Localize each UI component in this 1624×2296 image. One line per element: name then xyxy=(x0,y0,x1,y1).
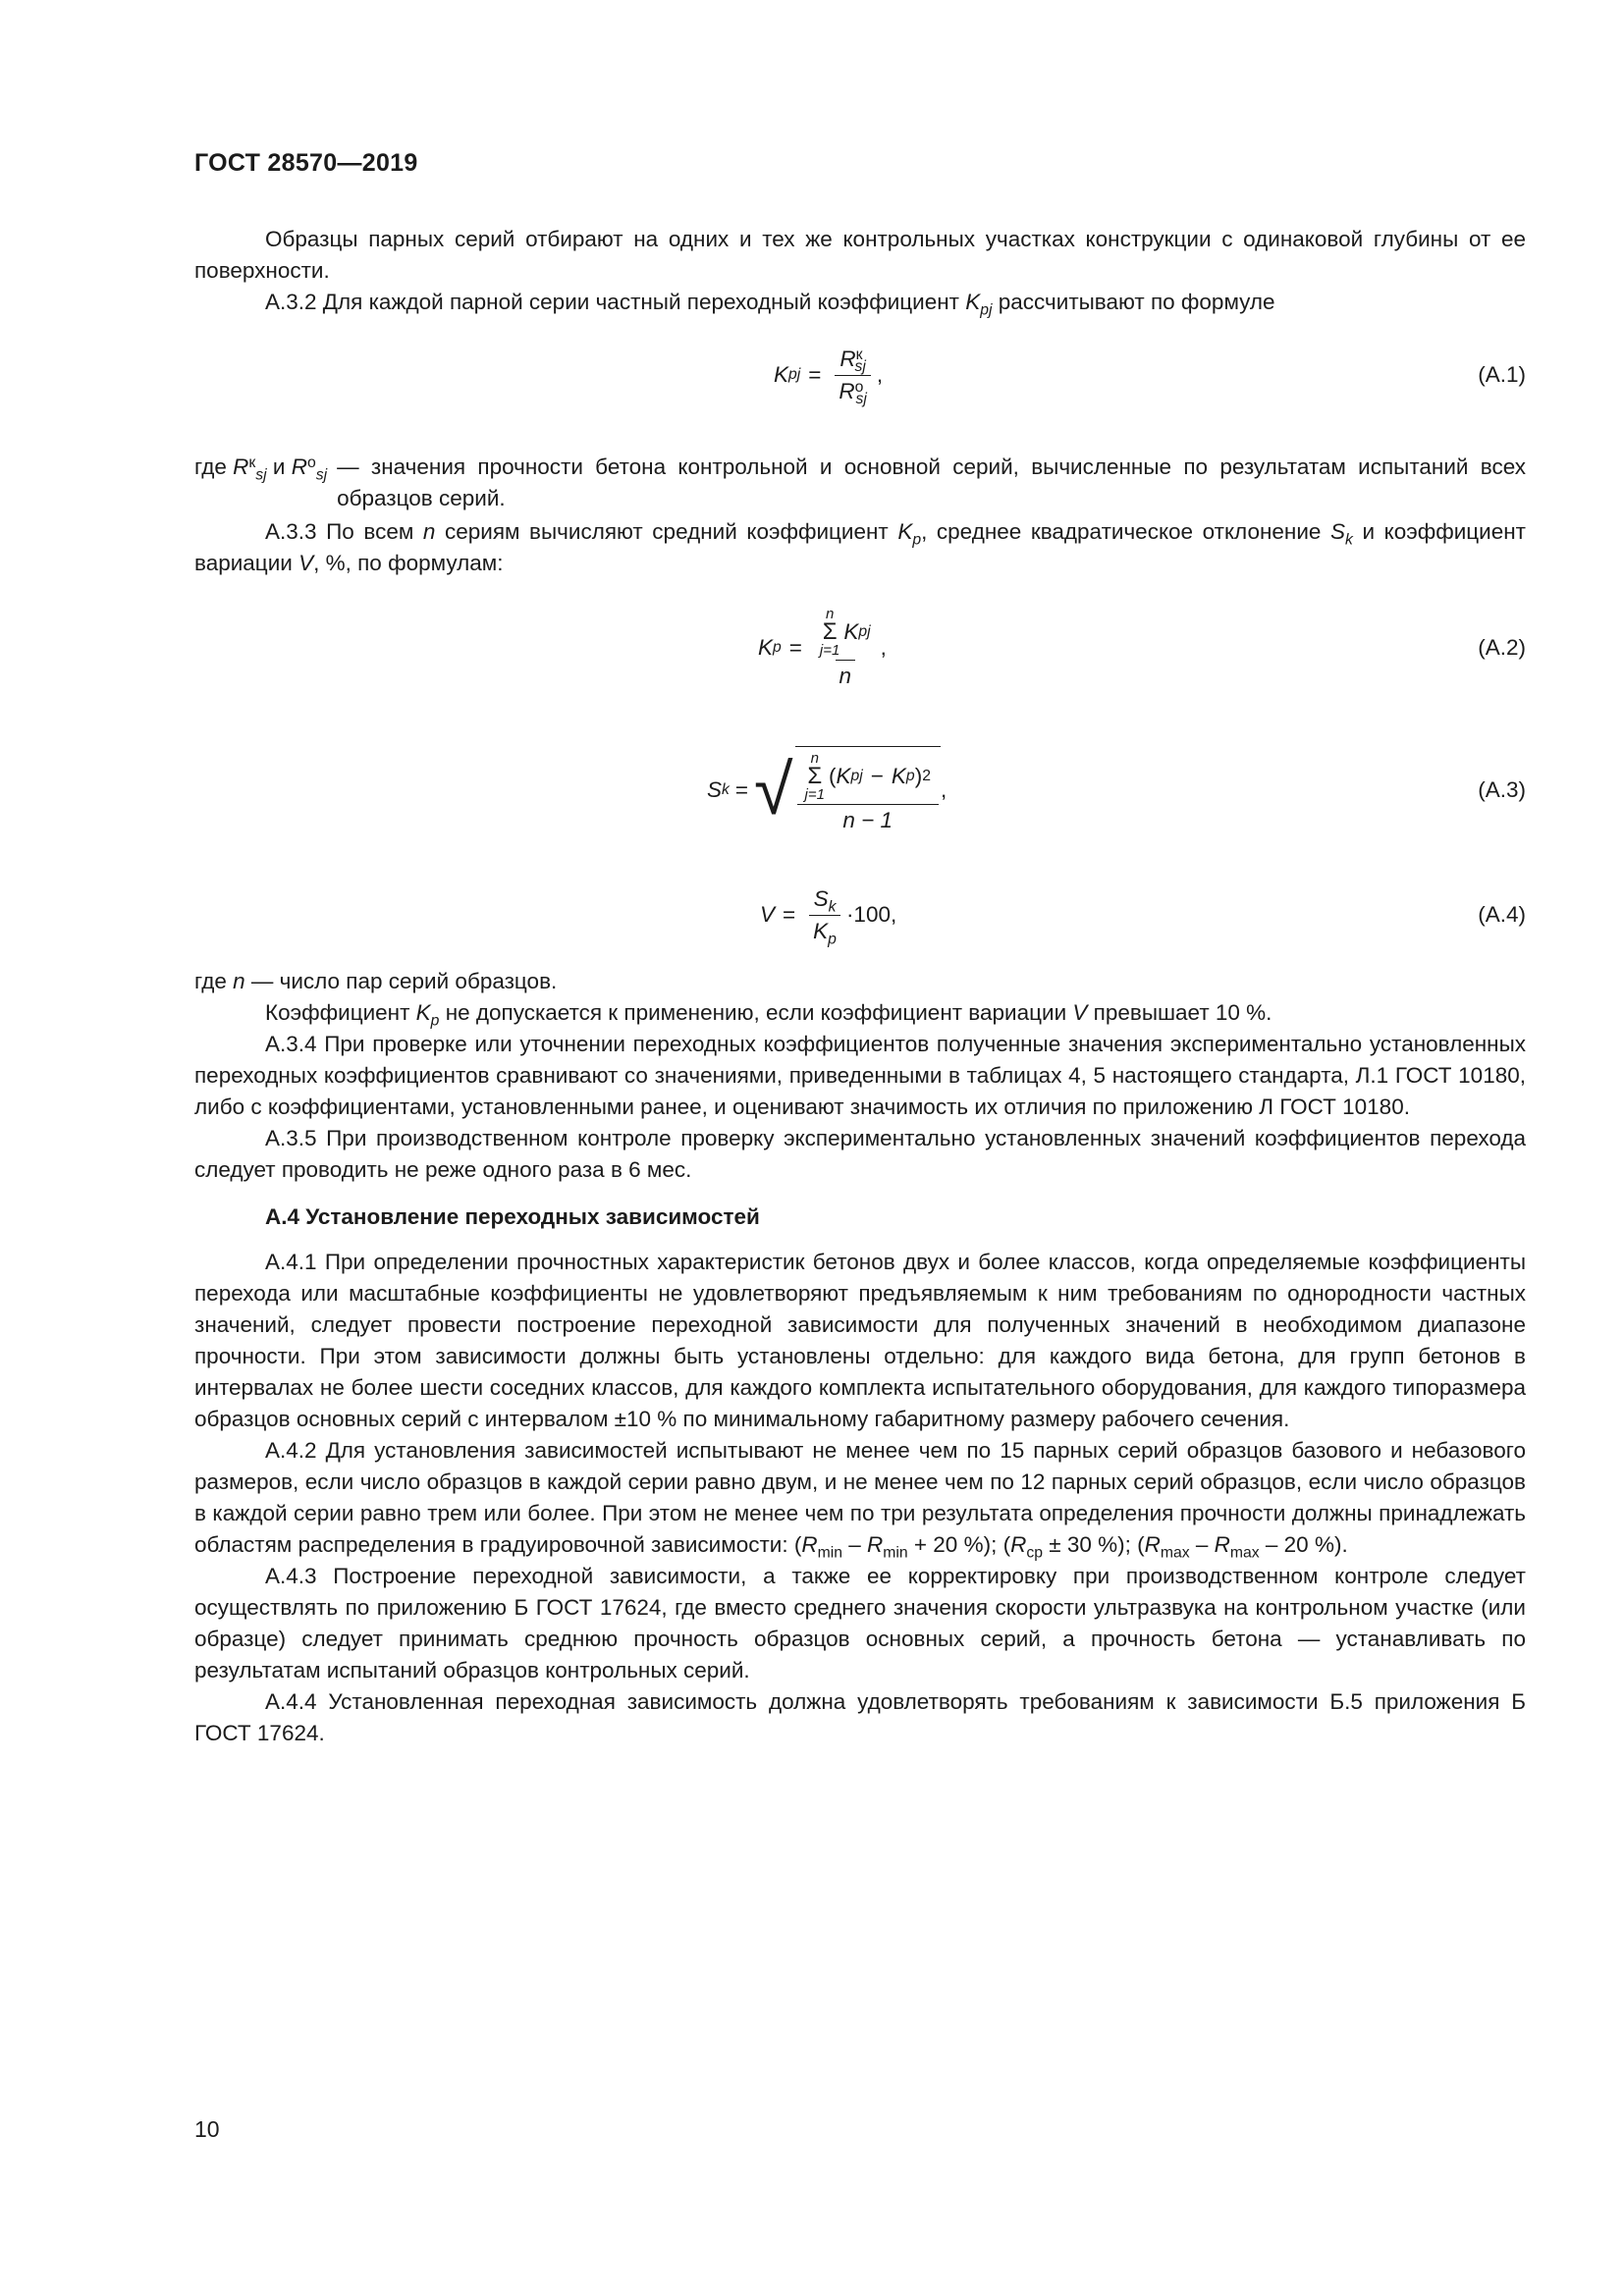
equation-a2: K p = n Σ j=1 K pj n , (А.2) xyxy=(758,605,1526,688)
where-clause-r: где $R^к_{sj}$ и $R^о_{sj}$ — значения прочности бетона контрольной и основной серий, вычисленные по результатам испытаний всех образцов серий. xyxy=(194,454,1526,510)
page-number: 10 xyxy=(194,2116,220,2142)
sum-operator: n Σ j=1 xyxy=(819,605,840,659)
fraction-rk-ro: $\frac{R^к_{sj}}{R^о_{sj}}$ xyxy=(835,346,870,405)
fraction-sk-kp: $\frac{S_k}{K_p}$ xyxy=(809,885,840,945)
document-body xyxy=(194,224,1526,1749)
sum-operator: n Σ j=1 xyxy=(804,750,825,803)
radical-sign: √ xyxy=(754,751,793,829)
paragraph-coef-kp: Коэффициент $K_p$ не допускается к применению, если коэффициент вариации V превышает 10 %. xyxy=(265,1000,1272,1030)
equation-a4: V = $\frac{S_k}{K_p}$ ·100, (А.4) xyxy=(760,885,1526,947)
equation-a1: K pj = $\frac{R^к_{sj}}{R^о_{sj}}$ , (А.1) xyxy=(774,346,1526,407)
paragraph-a44: А.4.4 Установленная переходная зависимость должна удовлетворять требованиям к зависимости Б.5 приложения Б ГОСТ 17624. xyxy=(194,1689,1526,1745)
paragraph-a43: А.4.3 Построение переходной зависимости, а также ее корректировку при производственном контроле следует осуществлять по приложению Б ГОСТ 17624, где вместо среднего значения скорости ультразвука на контрольном участке (или образце) следует принимать среднюю прочность образцов основных серий, а прочность бетона — устанавливать по результатам испытаний образцов контрольных серий. xyxy=(194,1564,1526,1682)
equation-number-a1: (А.1) xyxy=(1478,362,1526,387)
paragraph-a34: А.3.4 При проверке или уточнении переходных коэффициентов полученные значения экспериментально установленных переходных коэффициентов сравнивают со значениями, приведенными в таблицах 4, 5 настоящего стандарта, Л.1 ГОСТ 10180, либо с коэффициентами, установленными ранее, и оценивают значимость их отличия по приложению Л ГОСТ 10180. xyxy=(194,1032,1526,1119)
fraction-mean-k: n Σ j=1 K pj n xyxy=(819,605,871,688)
equation-number-a4: (А.4) xyxy=(1478,902,1526,927)
square-root xyxy=(754,746,941,834)
paragraph-a42: А.4.2 Для установления зависимостей испытывают не менее чем по 15 парных серий образцов базового и небазового размеров, если число образцов в каждой серии равно двум, и не менее чем по 12 парных серий образцов, если число образцов в каждой серии равно трем или более. При этом не менее чем по три результата определения прочности должны принадлежать областям распределения в градуировочной зависимости: ($R_{min} - R_{min} + 20$ %); ($R_{ср} \pm 30$ %); ($R_{max} - R_{max} - 20$ %). xyxy=(194,1438,1526,1562)
section-heading-a4: А.4 Установление переходных зависимостей xyxy=(265,1204,760,1229)
paragraph-a35: А.3.5 При производственном контроле проверку экспериментально установленных значений коэффициентов перехода следует проводить не реже одного раза в 6 мес. xyxy=(194,1126,1526,1182)
paragraph-a32: А.3.2 Для каждой парной серии частный переходный коэффициент $K_{pj}$ рассчитывают по формуле xyxy=(265,290,1275,319)
paragraph-paired-series: Образцы парных серий отбирают на одних и тех же контрольных участках конструкции с одинаковой глубины от ее поверхности. xyxy=(194,227,1526,283)
equation-a3: S k = √ n Σ j=1 ( K pj − K p ) 2 n − 1 , (А.3) xyxy=(194,717,1526,864)
where-clause-n: где n — число пар серий образцов. xyxy=(194,969,558,993)
fraction-std-dev: n Σ j=1 ( K pj − K p ) 2 n − 1 xyxy=(801,751,935,834)
paragraph-a41: А.4.1 При определении прочностных характеристик бетонов двух и более классов, когда определяемые коэффициенты перехода или масштабные коэффициенты не удовлетворяют предъявляемым к ним требованиям по однородности частных значений, следует провести построение переходной зависимости для полученных значений в необходимом диапазоне прочности. При этом зависимости должны быть установлены отдельно: для каждого вида бетона, для групп бетонов в интервалах не более шести соседних классов, для каждого комплекта испытательного оборудования, для каждого типоразмера образцов основных серий с интервалом ±10 % по минимальному габаритному размеру рабочего сечения. xyxy=(194,1250,1526,1431)
equation-number-a2: (А.2) xyxy=(1478,635,1526,660)
document-header: ГОСТ 28570—2019 xyxy=(194,149,418,177)
paragraph-a33: А.3.3 По всем n сериям вычисляют средний коэффициент $K_p$, среднее квадратическое отклонение $S_k$ и коэффициент вариации V, %, по формулам: xyxy=(194,519,1526,575)
equation-number-a3: (А.3) xyxy=(1478,777,1526,802)
